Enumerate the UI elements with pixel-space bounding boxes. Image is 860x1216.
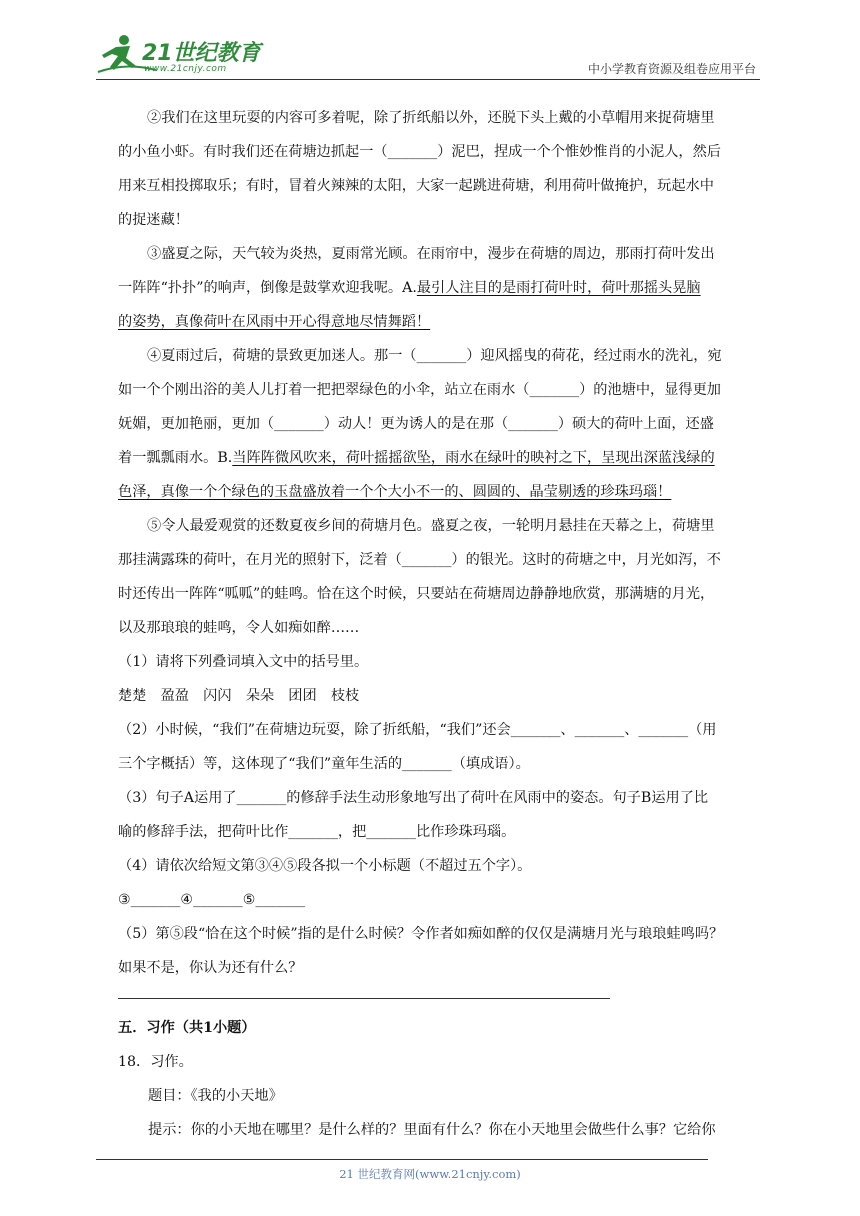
paragraph-4-line: 如一个个刚出浴的美人儿打着一把把翠绿色的小伞，站立在雨水（_______）的池塘中，显得更加 [118,382,721,398]
paragraph-5-line: 时还传出一阵阵“呱呱”的蛙鸣。恰在这个时候，只要站在荷塘周边静静地欣赏，那满塘的月光， [118,586,715,602]
header-divider [96,79,760,80]
page-header [96,30,760,82]
paragraph-5-line: ⑤令人最爱观赏的还数夏夜乡间的荷塘月色。盛夏之夜，一轮明月悬挂在天幕之上，荷塘里 [147,518,715,534]
article-content [118,104,758,988]
paragraph-5-line: 以及那琅琅的蛙鸣，令人如痴如醉…… [118,620,360,636]
word-options: 楚楚 盈盈 闪闪 朵朵 团团 枝枝 [118,688,360,704]
paragraph-4-line: 妩媚，更加艳丽，更加（_______）动人！更为诱人的是在那（_______）硕大的荷叶上面，还盛 [118,416,714,432]
sentence-b-underlined: 色泽，真像一个个绿色的玉盘盛放着一个个大小不一的、圆圆的、晶莹剔透的珍珠玛瑙！ [118,484,672,500]
paragraph-3-line: ③盛夏之际，天气较为炎热，夏雨常光顾。在雨帘中，漫步在荷塘的周边，那雨打荷叶发出 [147,246,715,262]
paragraph-4-line: ④夏雨过后，荷塘的景致更加迷人。那一（_______）迎风摇曳的荷花，经过雨水的洗礼，宛 [147,348,722,364]
sentence-a-underlined: 的姿势，真像荷叶在风雨中开心得意地尽情舞蹈！ [118,314,431,330]
text: 着一瓢瓢雨水。B. [118,450,233,466]
paragraph-2-line: 的捉迷藏！ [118,212,189,228]
page-footer: 21 世纪教育网(www.21cnjy.com) [339,1167,521,1181]
paragraph-2-line: 用来互相投掷取乐；有时，冒着火辣辣的太阳，大家一起跳进荷塘，利用荷叶做掩护，玩起水中 [118,178,714,194]
question-4: （4）请依次给短文第③④⑤段各拟一个小标题（不超过五个字）。 [118,858,532,874]
paragraph-4-line [118,478,758,512]
paragraph-3-line [118,274,758,308]
question-5: （5）第⑤段“恰在这个时候”指的是什么时候？令作者如痴如醉的仅仅是满塘月光与琅琅蛙鸣吗？ [118,926,724,942]
logo-url: www.21cnjy.com [144,64,227,74]
answer-line [118,998,610,999]
paragraph-5-line: 那挂满露珠的荷叶，在月光的照射下，泛着（_______）的银光。这时的荷塘之中，月光如泻，不 [118,552,721,568]
paragraph-2-line: ②我们在这里玩耍的内容可多着呢，除了折纸船以外，还脱下头上戴的小草帽用来捉荷塘里 [147,110,715,126]
sentence-b-underlined: 当阵阵微风吹来，荷叶摇摇欲坠，雨水在绿叶的映衬之下，呈现出深蓝浅绿的 [232,450,715,466]
question-3: 喻的修辞手法，把荷叶比作_______，把_______比作珍珠玛瑙。 [118,824,516,840]
footer-divider [96,1159,708,1160]
question-2: （2）小时候，“我们”在荷塘边玩耍，除了折纸船，“我们”还会_______、_______、_______（用 [118,722,717,738]
paragraph-3-line [118,308,758,342]
question-1: （1）请将下列叠词填入文中的括号里。 [118,654,369,670]
essay-hint: 提示：你的小天地在哪里？是什么样的？里面有什么？你在小天地里会做些什么事？它给你 [148,1122,716,1138]
question-4-blanks: ③_______④_______⑤_______ [118,892,306,908]
paragraph-2-line: 的小鱼小虾。有时我们还在荷塘边抓起一（_______）泥巴，捏成一个个惟妙惟肖的小泥人，然后 [118,144,721,160]
logo-text: 21世纪教育 [142,41,261,66]
platform-name: 中小学教育资源及组卷应用平台 [587,62,756,76]
question-3: （3）句子A运用了_______的修辞手法生动形象地写出了荷叶在风雨中的姿态。句子B运用了比 [118,790,709,806]
section-title: 五．习作（共1小题） [118,1020,256,1036]
text: 一阵阵“扑扑”的响声，倒像是鼓掌欢迎我呢。A. [118,280,417,296]
essay-topic: 题目：《我的小天地》 [148,1088,283,1104]
question-5: 如果不是，你认为还有什么？ [118,960,303,976]
question-18: 18．习作。 [118,1054,193,1070]
paragraph-4-line [118,444,758,478]
sentence-a-underlined: 最引人注目的是雨打荷叶时，荷叶那摇头晃脑 [416,280,701,296]
question-2: 三个字概括）等，这体现了“我们”童年生活的_______（填成语）。 [118,756,530,772]
site-logo [96,32,266,78]
